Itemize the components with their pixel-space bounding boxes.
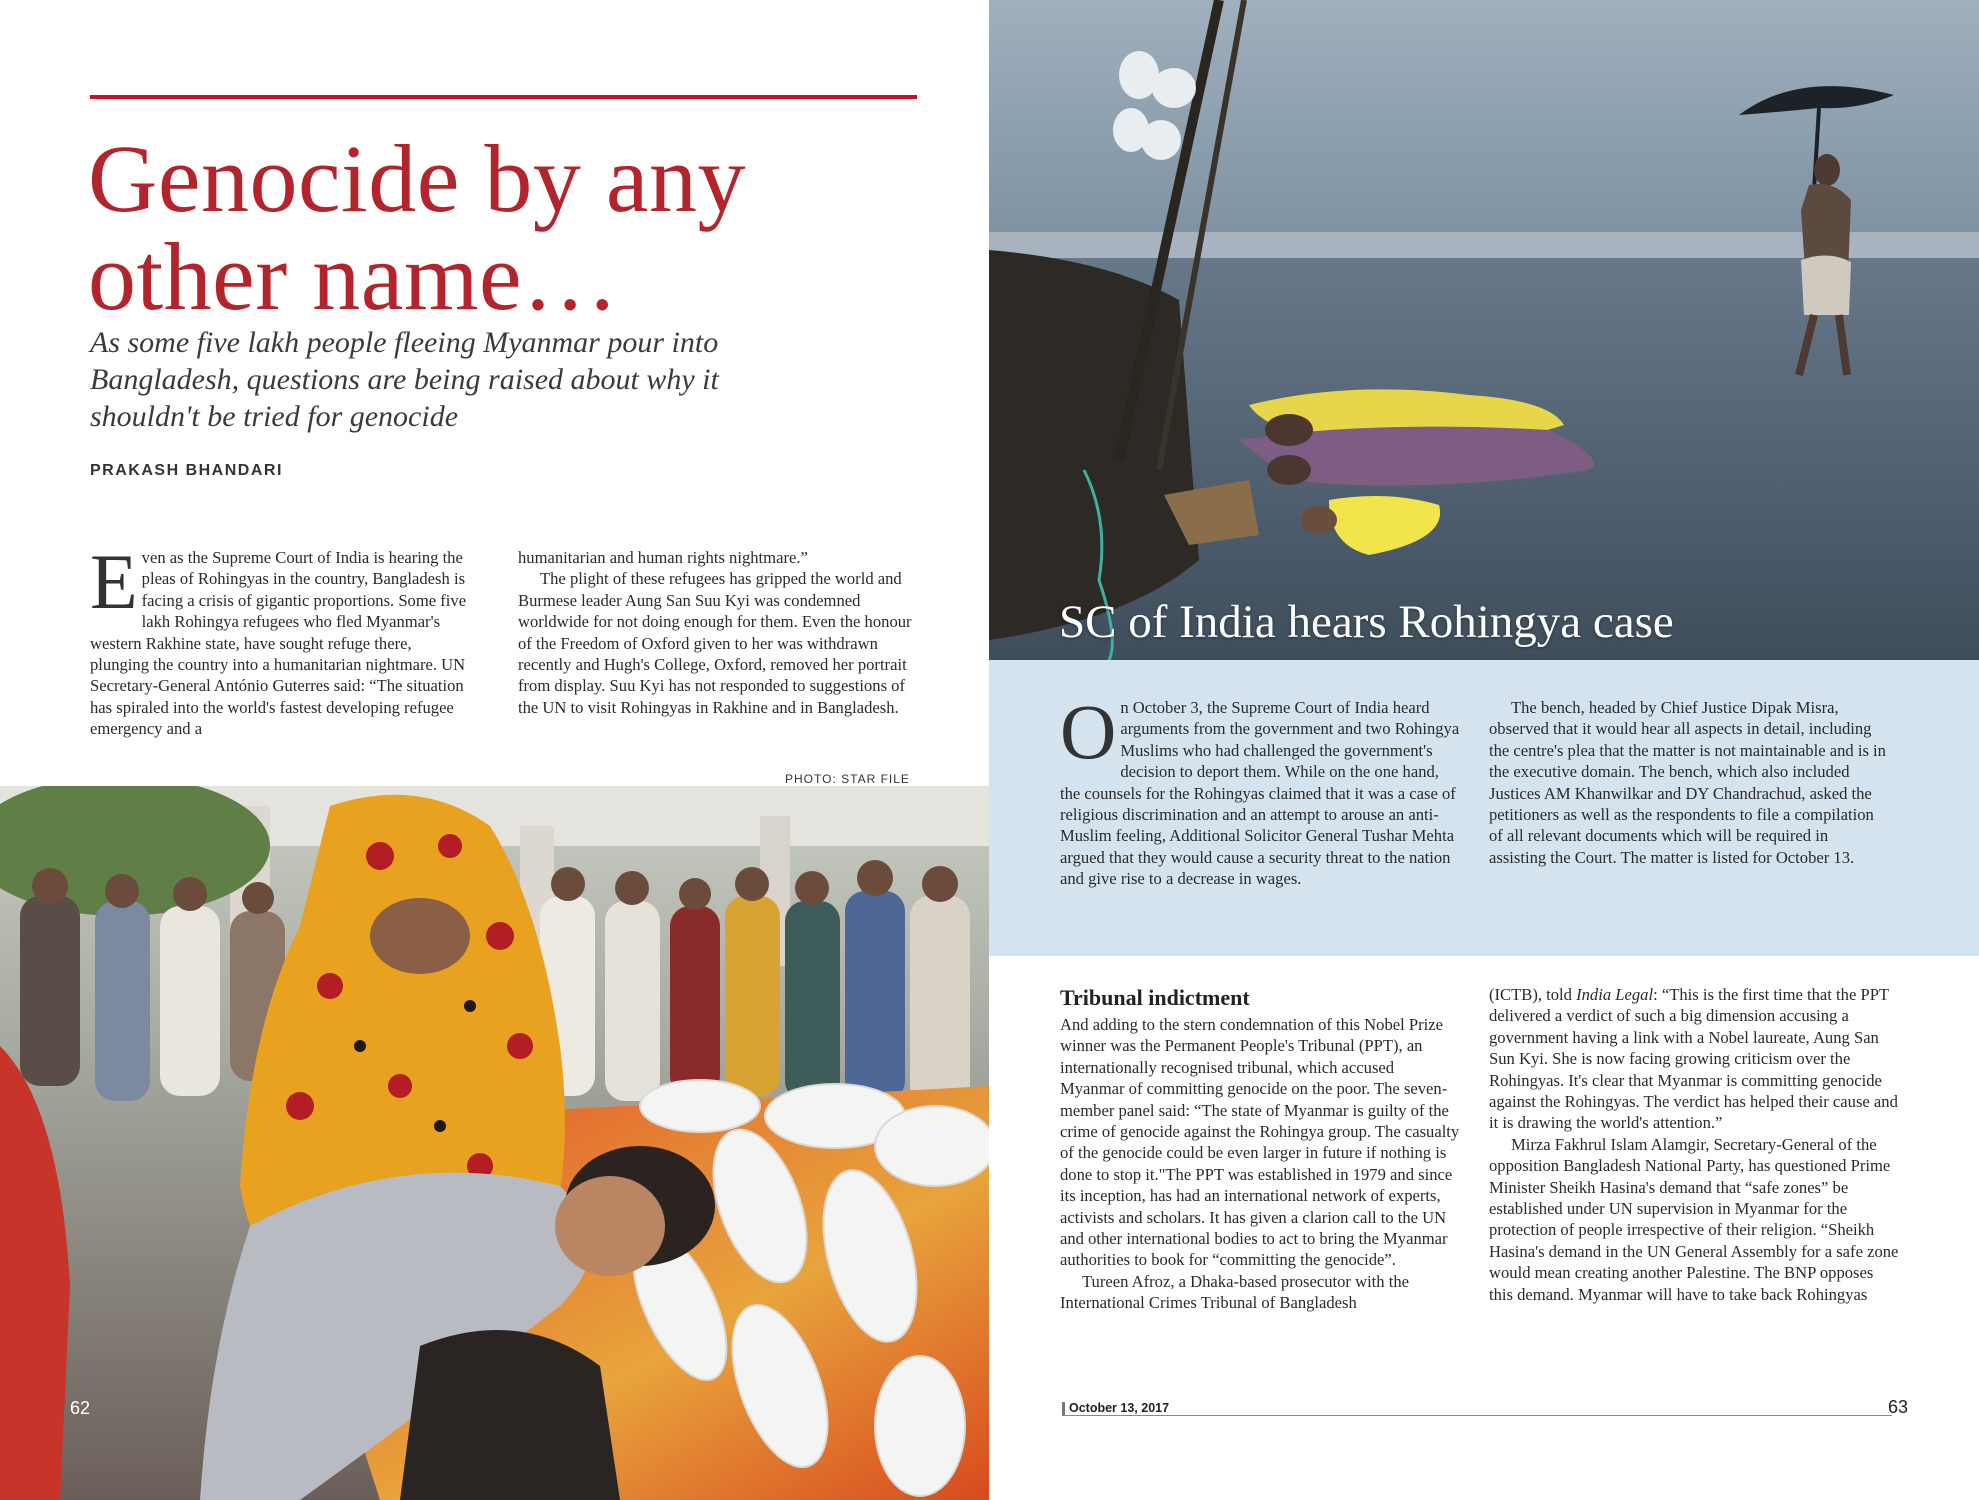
byline: PRAKASH BHANDARI: [90, 462, 283, 479]
footer-rule: [1062, 1415, 1892, 1416]
photo-credit: PHOTO: STAR FILE: [785, 772, 910, 786]
dropcap: O: [1060, 688, 1117, 775]
mother-with-child-photo: [0, 786, 989, 1500]
body-column-2: [518, 547, 918, 718]
sidebar-title: SC of India hears Rohingya case: [1059, 596, 1674, 648]
body-paragraph: [1489, 984, 1899, 1134]
dropcap: E: [90, 538, 138, 625]
body-column-3: [1060, 985, 1460, 1314]
body-column-1: [90, 538, 470, 740]
headline: Genocide by any other name…: [88, 125, 746, 330]
subhead: Tribunal indictment: [1060, 985, 1250, 1010]
body-paragraph: And adding to the stern condemnation of this Nobel Prize winner was the Permanent People's Tribunal (PPT), an internationally recognised tribunal, which accused Myanmar of committing genocide on the poor. The seven-member panel said: “The state of Myanmar is guilty of the crime of genocide against the Rohingya group. The casualty of the genocide could be even larger in future if nothing is done to stop it."The PPT was established in 1979 and since its inception, has had an international network of experts, activists and scholars. It has given a clarion call to the UN and other international bodies to act to bring the Myanmar authorities to book for “committing the genocide”.: [1060, 1015, 1460, 1270]
deck: As some five lakh people fleeing Myanmar pour into Bangladesh, questions are being raised about why it shouldn't be tried for genocide: [90, 326, 719, 433]
issue-date: October 13, 2017: [1069, 1401, 1170, 1415]
body-paragraph: The plight of these refugees has gripped the world and Burmese leader Aung San Suu Kyi was condemned worldwide for not doing enough for them. Even the honour of the Freedom of Oxford given to her was withdrawn recently and Hugh's College, Oxford, removed her portrait from display. Suu Kyi has not responded to suggestions of the UN to visit Rohingyas in Rakhine and in Bangladesh.: [518, 569, 912, 717]
page-number-right: 63: [1888, 1397, 1909, 1417]
footer-tick: [1062, 1402, 1065, 1416]
sidebar-column-2: [1489, 697, 1889, 868]
headline-rule: [90, 95, 917, 99]
body-text: : “This is the first time that the PPT delivered a verdict of such a big dimension accusing a government having a link with a Nobel laureate, Aung San Sun Kyi. She is now facing growing criticism over the Rohingyas. It's clear that Myanmar is committing genocide against the Rohingyas. The verdict has helped their cause and it is drawing the world's attention.”: [1489, 985, 1898, 1133]
sidebar-text: n October 3, the Supreme Court of India heard arguments from the government and two Rohingya Muslims who had challenged the government's decision to deport them. While on the one hand, the counsels for the Rohingyas claimed that it was a case of religious discrimination and an attempt to arouse an anti-Muslim feeling, Additional Solicitor General Tushar Mehta argued that they would cause a security threat to the nation and give rise to a decrease in wages.: [1060, 698, 1460, 889]
body-paragraph: humanitarian and human rights nightmare.”: [518, 548, 808, 567]
body-text: ven as the Supreme Court of India is hearing the pleas of Rohingyas in the country, Bangladesh is facing a crisis of gigantic proportions. Some five lakh Rohingya refugees who fled Myanmar's western Rakhine state, have sought refuge there, plunging the country into a humanitarian nightmare. UN Secretary-General António Guterres said: “The situation has spiraled into the world's fastest developing refugee emergency and a: [90, 548, 467, 739]
body-paragraph: Tureen Afroz, a Dhaka-based prosecutor with the International Crimes Tribunal of Bangladesh: [1060, 1271, 1410, 1313]
body-paragraph: Mirza Fakhrul Islam Alamgir, Secretary-General of the opposition Bangladesh National Party, has questioned Prime Minister Sheikh Hasina's demand that “safe zones” be established under UN supervision in Myanmar for the protection of people irrespective of their religion. “Sheikh Hasina's demand in the UN General Assembly for a safe zone would mean creating another Palestine. The BNP opposes this demand. Myanmar will have to take back Rohingyas: [1489, 1134, 1899, 1304]
page-number-left: 62: [70, 1398, 91, 1418]
beach-photo: [989, 0, 1979, 660]
body-text: (ICTB), told: [1489, 985, 1577, 1004]
publication-name: India Legal: [1576, 985, 1654, 1004]
sidebar-column-1: [1060, 688, 1460, 890]
photo-illustration: [0, 786, 989, 1500]
body-column-4: [1489, 984, 1899, 1305]
photo-illustration: [989, 0, 1979, 660]
sidebar-text: The bench, headed by Chief Justice Dipak Misra, observed that it would hear all aspects in detail, including the centre's plea that the matter is not maintainable and is in the executive domain. The bench, which also included Justices AM Khanwilkar and DY Chandrachud, asked the petitioners as well as the respondents to file a compilation of all relevant documents which will be required in assisting the Court. The matter is listed for October 13.: [1489, 698, 1886, 867]
